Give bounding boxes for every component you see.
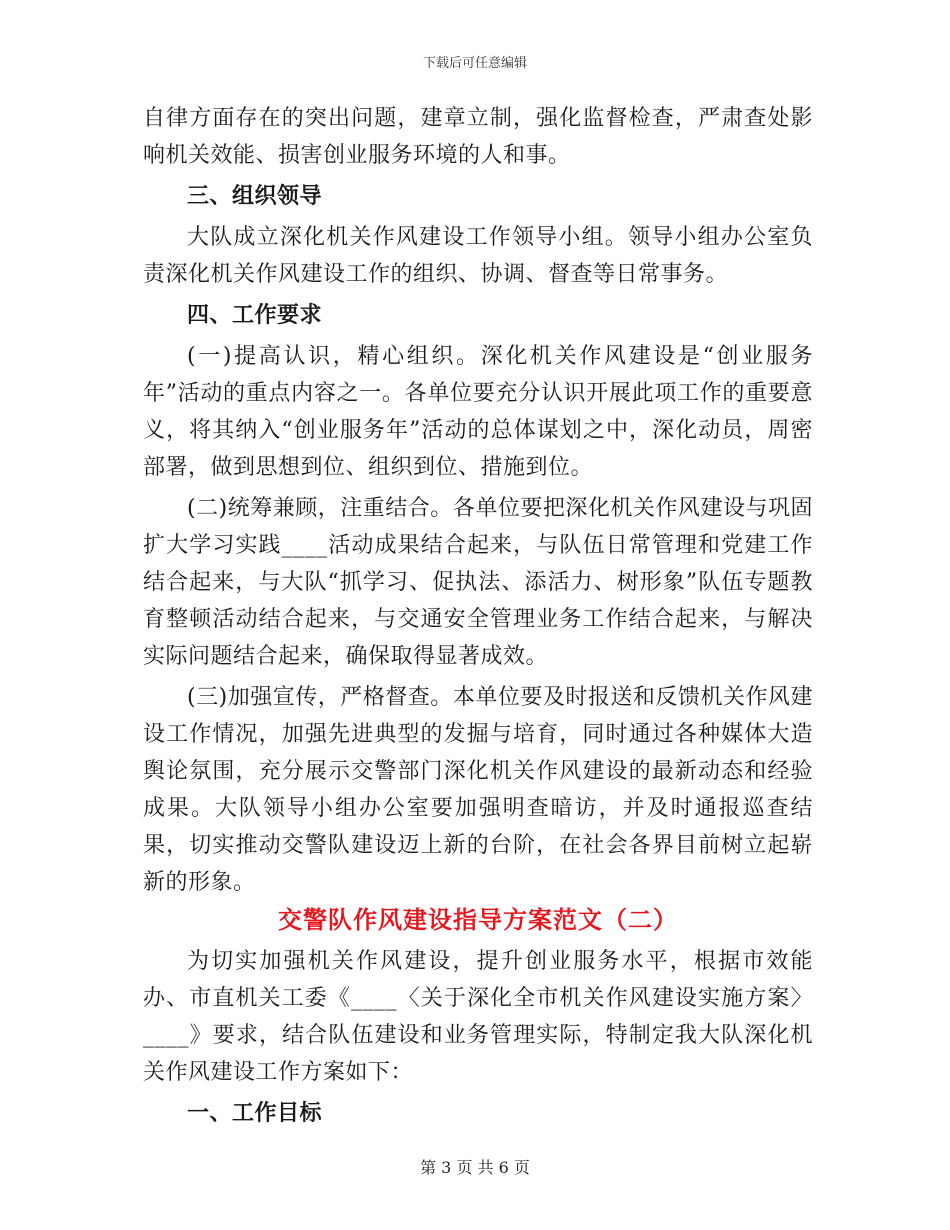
paragraph-intro: 为切实加强机关作风建设，提升创业服务水平，根据市效能办、市直机关工委《____〈关于深化全市机关作风建设实施方案〉____》要求，结合队伍建设和业务管理实际，特制定我大队深化机关作风建设工作方案如下： (143, 949, 813, 1085)
page-header: 下载后可任意编辑 (422, 56, 527, 71)
paragraph-continuation: 自律方面存在的突出问题，建章立制，强化监督检查，严肃查处影响机关效能、损害创业服务环境的人和事。 (143, 106, 813, 168)
section-heading-requirements: 四、工作要求 (187, 302, 323, 328)
section-heading-goals: 一、工作目标 (187, 1100, 323, 1126)
section-title-red: 交警队作风建设指导方案范文（二） (278, 905, 678, 934)
document-body (143, 100, 813, 1132)
paragraph-requirement-1: (一)提高认识，精心组织。深化机关作风建设是“创业服务年”活动的重点内容之一。各单位要充分认识开展此项工作的重要意义，将其纳入“创业服务年”活动的总体谋划之中，深化动员，周密部署，做到思想到位、组织到位、措施到位。 (143, 344, 813, 480)
section-heading-organization: 三、组织领导 (187, 183, 323, 209)
paragraph-requirement-2: (二)统筹兼顾，注重结合。各单位要把深化机关作风建设与巩固扩大学习实践____活动成果结合起来，与队伍日常管理和党建工作结合起来，与大队“抓学习、促执法、添活力、树形象”队伍专题教育整顿活动结合起来，与交通安全管理业务工作结合起来，与解决实际问题结合起来，确保取得显著成效。 (143, 496, 813, 669)
paragraph-requirement-3: (三)加强宣传，严格督查。本单位要及时报送和反馈机关作风建设工作情况，加强先进典型的发掘与培育，同时通过各种媒体大造舆论氛围，充分展示交警部门深化机关作风建设的最新动态和经验成果。大队领导小组办公室要加强明查暗访，并及时通报巡查结果，切实推动交警队建设迈上新的台阶，在社会各界目前树立起崭新的形象。 (143, 685, 813, 895)
paragraph-organization: 大队成立深化机关作风建设工作领导小组。领导小组办公室负责深化机关作风建设工作的组织、协调、督查等日常事务。 (143, 225, 813, 287)
page-number: 第 3 页 共 6 页 (420, 1158, 530, 1177)
